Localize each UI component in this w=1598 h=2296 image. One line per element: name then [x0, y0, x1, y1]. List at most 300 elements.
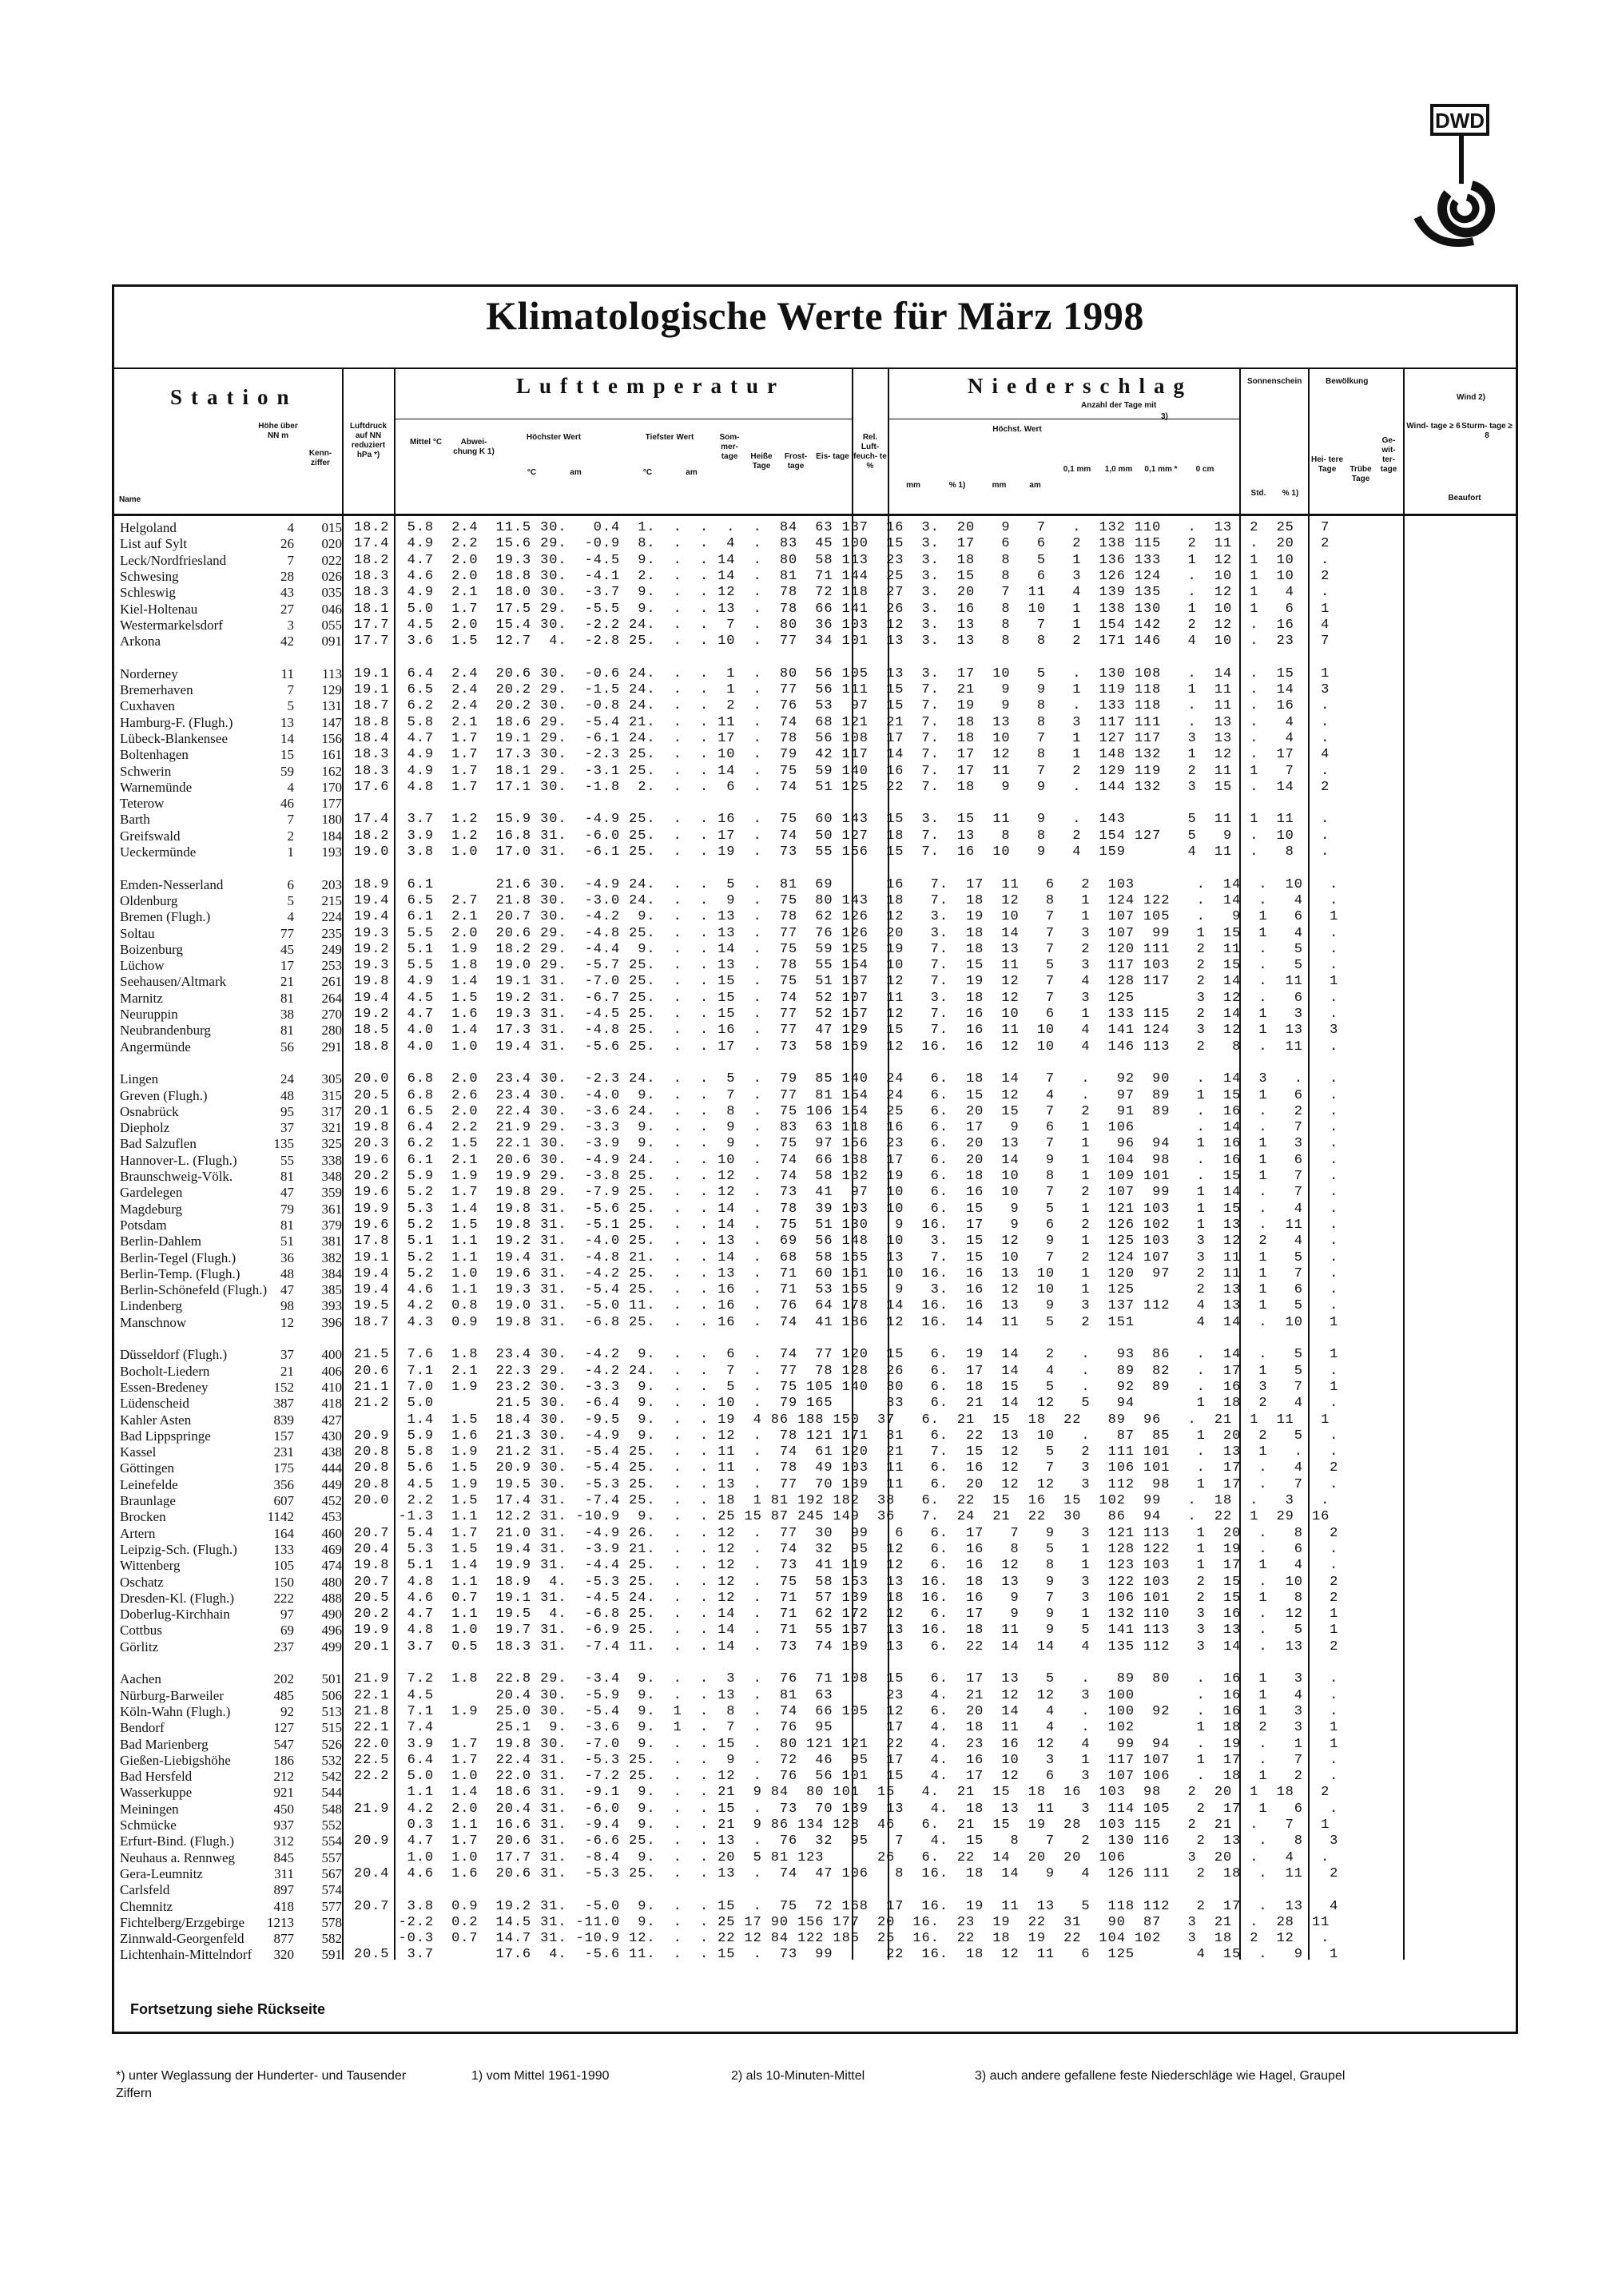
station-values: 20.7 4.8 1.1 18.9 4. -5.3 25. . . 12 . 75 58 153 13 16. 18 13 9 3 122 103 2 15 . 10 2	[354, 1574, 1339, 1590]
header-heisse-tage: Heiße Tage	[750, 452, 773, 471]
station-kennziffer: 474	[321, 1558, 342, 1574]
station-values: 20.4 5.3 1.5 19.4 31. -3.9 21. . . 12 . 74 32 95 12 6. 16 8 5 1 128 122 1 19 . 6 .	[354, 1541, 1339, 1557]
station-kennziffer: 488	[321, 1590, 342, 1606]
header-tiefster-c: °C	[642, 468, 653, 477]
station-kennziffer: 022	[321, 552, 342, 568]
header-tage-schnee: 0 cm	[1195, 465, 1214, 474]
station-hoehe: 897	[273, 1882, 294, 1898]
station-kennziffer: 224	[321, 909, 342, 925]
station-name: Bad Lippspringe	[120, 1428, 211, 1444]
station-hoehe: 387	[273, 1396, 294, 1412]
station-hoehe: 450	[273, 1801, 294, 1817]
header-heitere-tage: Hei- tere Tage	[1311, 455, 1344, 474]
station-kennziffer: 453	[321, 1509, 342, 1525]
station-name: Leinefelde	[120, 1476, 178, 1492]
station-hoehe: 5	[287, 698, 294, 714]
header-hoehe: Höhe über NN m	[258, 422, 298, 440]
station-name: Hannover-L. (Flugh.)	[120, 1152, 237, 1168]
station-name: Norderney	[120, 665, 178, 681]
station-kennziffer: 177	[321, 796, 342, 812]
station-hoehe: 105	[273, 1558, 294, 1574]
station-hoehe: 98	[280, 1298, 294, 1314]
station-hoehe: 43	[280, 585, 294, 601]
station-values: 20.3 6.2 1.5 22.1 30. -3.9 9. . . 9 . 75 97 156 23 6. 20 13 7 1 96 94 1 16 1 3 .	[354, 1136, 1339, 1152]
station-name: Berlin-Tegel (Flugh.)	[120, 1249, 237, 1265]
station-hoehe: 92	[280, 1703, 294, 1719]
station-values: 1.0 1.0 17.7 31. -8.4 9. . . 20 5 81 123 26 6. 22 14 20 20 106 3 20 . 4 .	[354, 1849, 1330, 1865]
station-name: Göttingen	[120, 1460, 174, 1476]
station-values: 22.1 7.4 25.1 9. -3.6 9. 1 . 7 . 76 95 17 4. 18 11 4 . 102 1 18 2 3 1	[354, 1720, 1339, 1736]
station-kennziffer: 393	[321, 1298, 342, 1314]
station-values: 21.5 7.6 1.8 23.4 30. -4.2 9. . . 6 . 74 77 120 15 6. 19 14 2 . 93 86 . 14 . 5 1	[354, 1347, 1339, 1363]
station-values: 19.2 4.7 1.6 19.3 31. -4.5 25. . . 15 . 77 52 157 12 7. 16 10 6 1 133 115 2 14 1 3 .	[354, 1007, 1339, 1022]
station-kennziffer: 113	[322, 665, 342, 681]
header-hoechster-c: °C	[527, 468, 537, 477]
page-title: Klimatologische Werte für März 1998	[486, 293, 1144, 338]
station-hoehe: 37	[280, 1120, 294, 1136]
station-name: Greven (Flugh.)	[120, 1087, 208, 1103]
station-values: 20.5 6.8 2.6 23.4 30. -4.0 9. . . 7 . 77 81 154 24 6. 15 12 4 . 97 89 1 15 1 6 .	[354, 1087, 1339, 1103]
station-name: Leck/Nordfriesland	[120, 552, 227, 568]
station-name: Lüdenscheid	[120, 1396, 189, 1412]
station-hoehe: 47	[280, 1282, 294, 1298]
station-name: Gera-Leumnitz	[120, 1865, 203, 1881]
station-hoehe: 135	[273, 1136, 294, 1152]
station-hoehe: 2	[287, 828, 294, 844]
station-name: Bad Marienberg	[120, 1736, 209, 1752]
station-kennziffer: 026	[321, 568, 342, 584]
station-name: Schmücke	[120, 1817, 177, 1833]
header-gewittertage: Ge- wit- ter- tage	[1380, 436, 1397, 474]
station-kennziffer: 582	[321, 1931, 342, 1947]
header-hoechster: Höchster Wert	[526, 433, 582, 442]
station-name: Carlsfeld	[120, 1882, 170, 1898]
station-name: Bad Hersfeld	[120, 1769, 193, 1785]
station-kennziffer: 348	[321, 1169, 342, 1184]
data-table	[114, 516, 1516, 1963]
station-values: 18.9 6.1 21.6 30. -4.9 24. . . 5 . 81 69 16 7. 17 11 6 2 103 . 14 . 10 .	[354, 876, 1339, 892]
station-kennziffer: 129	[321, 682, 342, 697]
station-kennziffer: 253	[321, 958, 342, 974]
station-values: 19.4 6.5 2.7 21.8 30. -3.0 24. . . 9 . 75 80 143 18 7. 18 12 8 1 124 122 . 14 . 4 .	[354, 892, 1339, 908]
station-kennziffer: 499	[321, 1639, 342, 1654]
station-name: Kiel-Holtenau	[120, 601, 198, 617]
station-name: Potsdam	[120, 1217, 167, 1233]
station-hoehe: 97	[280, 1607, 294, 1623]
station-name: Meiningen	[120, 1801, 179, 1817]
header-frosttage: Frost- tage	[784, 452, 808, 471]
station-kennziffer: 359	[321, 1185, 342, 1201]
station-values: 19.6 5.2 1.7 19.8 29. -7.9 25. . . 12 . 73 41 97 10 6. 16 10 7 2 107 99 1 14 . 7 .	[354, 1185, 1339, 1201]
station-hoehe: 607	[273, 1493, 294, 1508]
header-tiefster-am: am	[686, 468, 698, 477]
station-values: 20.0 6.8 2.0 23.4 30. -2.3 24. . . 5 . 79 85 140 24 6. 18 14 7 . 92 90 . 14 3 . .	[354, 1071, 1339, 1087]
station-name: Boizenburg	[120, 941, 184, 957]
station-hoehe: 4	[287, 779, 294, 795]
header-niederschlag-pct: % 1)	[948, 481, 966, 490]
station-kennziffer: 315	[321, 1087, 342, 1103]
station-hoehe: 1213	[267, 1914, 294, 1930]
station-hoehe: 877	[273, 1931, 294, 1947]
station-hoehe: 36	[280, 1249, 294, 1265]
station-hoehe: 14	[280, 730, 294, 746]
station-hoehe: 150	[273, 1574, 294, 1590]
header-sturmtage: Sturm- tage ≥ 8	[1461, 422, 1513, 440]
station-values: 19.0 3.8 1.0 17.0 31. -6.1 25. . . 19 . 73 55 156 15 7. 16 10 9 4 159 4 11 . 8 .	[354, 844, 1330, 860]
station-name: Wasserkuppe	[120, 1785, 193, 1801]
station-values: 18.7 4.3 0.9 19.8 31. -6.8 25. . . 16 . 74 41 186 12 16. 14 11 5 2 151 4 14 . 10 1	[354, 1314, 1339, 1330]
station-name: Bremen (Flugh.)	[120, 909, 211, 925]
station-values: 19.1 6.5 2.4 20.2 29. -1.5 24. . . 1 . 77 56 111 15 7. 21 9 9 1 119 118 1 11 . 14 3	[354, 682, 1330, 697]
station-name: Lichtenhain-Mittelndorf	[120, 1947, 252, 1963]
continuation-note: Fortsetzung siehe Rückseite	[130, 2001, 326, 2017]
station-values: 22.5 6.4 1.7 22.4 31. -5.3 25. . . 9 . 72 46 95 17 4. 16 10 3 1 117 107 1 17 . 7 .	[354, 1752, 1339, 1768]
station-name: Arkona	[120, 634, 161, 649]
station-hoehe: 56	[280, 1039, 294, 1055]
station-values: 18.8 5.8 2.1 18.6 29. -5.4 21. . . 11 . 74 68 121 21 7. 18 13 8 3 117 111 . 13 . 4 .	[354, 714, 1330, 730]
station-values: 20.6 7.1 2.1 22.3 29. -4.2 24. . . 7 . 77 78 128 26 6. 17 14 4 . 89 82 . 17 1 5 .	[354, 1363, 1339, 1379]
station-values: 19.4 6.1 2.1 20.7 30. -4.2 9. . . 13 . 78 62 126 12 3. 19 10 7 1 107 105 . 9 1 6 1	[354, 909, 1339, 925]
station-hoehe: 4	[287, 520, 294, 535]
station-hoehe: 212	[273, 1769, 294, 1785]
station-name: Cuxhaven	[120, 698, 175, 714]
station-kennziffer: 020	[321, 536, 342, 552]
station-hoehe: 81	[280, 1217, 294, 1233]
station-name: Kassel	[120, 1444, 157, 1460]
station-name: Neubrandenburg	[120, 1023, 211, 1039]
station-hoehe: 186	[273, 1752, 294, 1768]
station-values: 18.3 4.9 2.1 18.0 30. -3.7 9. . . 12 . 78 72 118 27 3. 20 7 11 4 139 135 . 12 1 4 .	[354, 585, 1330, 601]
dwd-logo-icon	[1400, 97, 1496, 257]
station-name: Osnabrück	[120, 1103, 179, 1119]
station-hoehe: 845	[273, 1849, 294, 1865]
station-values: 19.4 5.2 1.0 19.6 31. -4.2 25. . . 13 . 71 60 161 10 16. 16 13 10 1 120 97 2 11 1 7 .	[354, 1265, 1339, 1281]
station-values: 21.9 7.2 1.8 22.8 29. -3.4 9. . . 3 . 76 71 108 15 6. 17 13 5 . 89 80 . 16 1 3 .	[354, 1671, 1339, 1687]
footnote-2: 1) vom Mittel 1961-1990	[471, 2069, 610, 2083]
header-kennziffer: Kenn- ziffer	[308, 449, 332, 467]
station-kennziffer: 215	[321, 892, 342, 908]
station-values: 18.3 4.9 1.7 17.3 30. -2.3 25. . . 10 . 79 42 117 14 7. 17 12 8 1 148 132 1 12 . 17 4	[354, 747, 1330, 763]
station-kennziffer: 449	[321, 1476, 342, 1492]
station-name: Gießen-Liebigshöhe	[120, 1752, 231, 1768]
station-name: Westermarkelsdorf	[120, 617, 223, 633]
station-kennziffer: 506	[321, 1687, 342, 1703]
station-hoehe: 26	[280, 536, 294, 552]
station-hoehe: 231	[273, 1444, 294, 1460]
station-values: 22.1 4.5 20.4 30. -5.9 9. . . 13 . 81 63 23 4. 21 12 12 3 100 . 16 1 4 .	[354, 1687, 1339, 1703]
station-hoehe: 921	[273, 1785, 294, 1801]
station-values: 20.2 4.7 1.1 19.5 4. -6.8 25. . . 14 . 71 62 172 12 6. 17 9 9 1 132 110 3 16 . 12 1	[354, 1607, 1339, 1623]
station-values: 19.9 4.8 1.0 19.7 31. -6.9 25. . . 14 . 71 55 137 13 16. 18 11 9 5 141 113 3 13 . 5 1	[354, 1623, 1339, 1639]
station-kennziffer: 270	[321, 1007, 342, 1022]
station-name: Oschatz	[120, 1574, 164, 1590]
station-name: Neuruppin	[120, 1007, 178, 1022]
station-hoehe: 164	[273, 1525, 294, 1541]
station-values: 19.8 6.4 2.2 21.9 29. -3.3 9. . . 9 . 83 63 118 16 6. 17 9 6 1 106 . 14 . 7 .	[354, 1120, 1339, 1136]
station-kennziffer: 578	[321, 1914, 342, 1930]
station-kennziffer: 379	[321, 1217, 342, 1233]
station-name: Gardelegen	[120, 1185, 183, 1201]
station-kennziffer: 469	[321, 1541, 342, 1557]
station-name: Hamburg-F. (Flugh.)	[120, 714, 233, 730]
station-kennziffer: 203	[321, 876, 342, 892]
station-values: 18.7 6.2 2.4 20.2 30. -0.8 24. . . 2 . 76 53 97 15 7. 19 9 8 . 133 118 . 11 . 16 .	[354, 698, 1330, 714]
header-std: Std.	[1250, 489, 1266, 498]
station-values: 20.8 5.6 1.5 20.9 30. -5.4 25. . . 11 . 78 49 103 11 6. 16 12 7 3 106 101 . 17 . 4 2	[354, 1460, 1339, 1476]
station-name: Bremerhaven	[120, 682, 193, 697]
station-name: Bendorf	[120, 1720, 165, 1736]
station-hoehe: 45	[280, 941, 294, 957]
station-kennziffer: 501	[321, 1671, 342, 1687]
station-hoehe: 69	[280, 1623, 294, 1639]
header-sonne-pct: % 1)	[1282, 489, 1299, 498]
station-hoehe: 27	[280, 601, 294, 617]
station-hoehe: 81	[280, 1169, 294, 1184]
station-kennziffer: 035	[321, 585, 342, 601]
station-name: Zinnwald-Georgenfeld	[120, 1931, 244, 1947]
station-kennziffer: 396	[321, 1314, 342, 1330]
station-kennziffer: 180	[321, 812, 342, 828]
station-kennziffer: 184	[321, 828, 342, 844]
station-values: 20.8 4.5 1.9 19.5 30. -5.3 25. . . 13 . 77 70 139 11 6. 20 12 12 3 112 98 1 17 . 7 .	[354, 1476, 1339, 1492]
station-kennziffer: 591	[321, 1947, 342, 1963]
station-hoehe: 5	[287, 892, 294, 908]
station-hoehe: 937	[273, 1817, 294, 1833]
station-values: 19.4 4.5 1.5 19.2 31. -6.7 25. . . 15 . 74 52 107 11 3. 18 12 7 3 125 3 12 . 6 .	[354, 990, 1339, 1006]
station-kennziffer: 338	[321, 1152, 342, 1168]
station-name: Lübeck-Blankensee	[120, 730, 228, 746]
station-hoehe: 59	[280, 763, 294, 779]
station-kennziffer: 046	[321, 601, 342, 617]
station-kennziffer: 381	[321, 1233, 342, 1249]
station-hoehe: 38	[280, 1007, 294, 1022]
station-kennziffer: 574	[321, 1882, 342, 1898]
station-values: 20.2 5.9 1.9 19.9 29. -3.8 25. . . 12 . 74 58 132 19 6. 18 10 8 1 109 101 . 15 1 7 .	[354, 1169, 1339, 1184]
station-values: -2.2 0.2 14.5 31. -11.0 9. . . 25 17 90 156 177 20 16. 23 19 22 31 90 87 3 21 . 28 11	[354, 1914, 1330, 1930]
station-name: Lindenberg	[120, 1298, 183, 1314]
station-name: Bad Salzuflen	[120, 1136, 197, 1152]
station-kennziffer: 305	[321, 1071, 342, 1087]
station-kennziffer: 542	[321, 1769, 342, 1785]
station-kennziffer: 361	[321, 1201, 342, 1217]
station-hoehe: 48	[280, 1087, 294, 1103]
station-kennziffer: 526	[321, 1736, 342, 1752]
station-name: Angermünde	[120, 1039, 191, 1055]
station-hoehe: 13	[280, 714, 294, 730]
station-values: 19.8 4.9 1.4 19.1 31. -7.0 25. . . 15 . 75 51 137 12 7. 19 12 7 4 128 117 2 14 . 11 1	[354, 974, 1339, 990]
station-values: 18.3 4.6 2.0 18.8 30. -4.1 2. . . 14 . 81 71 144 25 3. 15 8 6 3 126 124 . 10 1 10 2	[354, 568, 1330, 584]
group-anzahl-note: 3)	[1161, 412, 1168, 421]
station-values: 17.7 4.5 2.0 15.4 30. -2.2 24. . . 7 . 80 36 103 12 3. 13 8 7 1 154 142 2 12 . 16 4	[354, 617, 1330, 633]
station-values: 22.0 3.9 1.7 19.8 30. -7.0 9. . . 15 . 80 121 121 22 4. 23 16 12 4 99 94 . 19 . 1 1	[354, 1736, 1339, 1752]
station-hoehe: 17	[280, 958, 294, 974]
station-name: Marnitz	[120, 990, 163, 1006]
station-values: 21.9 4.2 2.0 20.4 31. -6.0 9. . . 15 . 73 70 139 13 4. 18 13 11 3 114 105 2 17 1 6 .	[354, 1801, 1339, 1817]
station-hoehe: 311	[274, 1865, 294, 1881]
station-hoehe: 15	[280, 747, 294, 763]
station-kennziffer: 427	[321, 1412, 342, 1428]
group-station: Station	[170, 385, 298, 409]
station-kennziffer: 418	[321, 1396, 342, 1412]
station-hoehe: 133	[273, 1541, 294, 1557]
station-name: Neuhaus a. Rennweg	[120, 1849, 235, 1865]
header-eistage: Eis- tage	[816, 452, 849, 461]
station-name: Fichtelberg/Erzgebirge	[120, 1914, 245, 1930]
header-rel-feuchte: Rel. Luft- feuch- te %	[853, 433, 887, 471]
station-values: 20.1 6.5 2.0 22.4 30. -3.6 24. . . 8 . 75 106 154 25 6. 20 15 7 2 91 89 . 16 . 2 .	[354, 1103, 1339, 1119]
station-hoehe: 77	[280, 925, 294, 941]
station-kennziffer: 567	[321, 1865, 342, 1881]
station-values: 18.2 3.9 1.2 16.8 31. -6.0 25. . . 17 . 74 50 127 18 7. 13 8 8 2 154 127 5 9 . 10 .	[354, 828, 1330, 844]
dwd-logo	[1400, 97, 1496, 257]
station-hoehe: 95	[280, 1103, 294, 1119]
station-name: List auf Sylt	[120, 536, 188, 552]
station-name: Ueckermünde	[120, 844, 197, 860]
group-bewoelkung: Bewölkung	[1326, 377, 1369, 386]
header-truebe-tage: Trübe Tage	[1350, 465, 1372, 483]
station-values: 19.5 4.2 0.8 19.0 31. -5.0 11. . . 16 . 76 64 178 14 16. 16 13 9 3 137 112 4 13 1 5 .	[354, 1298, 1339, 1314]
station-hoehe: 222	[273, 1590, 294, 1606]
station-kennziffer: 385	[321, 1282, 342, 1298]
station-kennziffer: 156	[321, 730, 342, 746]
station-kennziffer: 291	[321, 1039, 342, 1055]
station-values: 19.4 4.6 1.1 19.3 31. -5.4 25. . . 16 . 71 53 165 9 3. 16 12 10 1 125 2 13 1 6 .	[354, 1282, 1339, 1298]
station-hoehe: 37	[280, 1347, 294, 1363]
station-values: 0.3 1.1 16.6 31. -9.4 9. . . 21 9 86 134 128 46 6. 21 15 19 28 103 115 2 21 . 7 1	[354, 1817, 1330, 1833]
station-kennziffer: 280	[321, 1023, 342, 1039]
station-name: Wittenberg	[120, 1558, 181, 1574]
station-name: Bocholt-Liedern	[120, 1363, 210, 1379]
station-values: -1.3 1.1 12.2 31. -10.9 9. . . 25 15 87 245 149 36 7. 24 21 22 30 86 94 . 22 1 29 16	[354, 1509, 1330, 1525]
station-hoehe: 418	[273, 1898, 294, 1914]
header-mittel: Mittel °C	[409, 438, 443, 447]
station-name: Kahler Asten	[120, 1412, 192, 1428]
station-name: Oldenburg	[120, 892, 178, 908]
station-hoehe: 4	[287, 909, 294, 925]
station-kennziffer: 406	[321, 1363, 342, 1379]
header-tiefster: Tiefster Wert	[645, 433, 694, 442]
station-kennziffer: 161	[321, 747, 342, 763]
station-name: Teterow	[120, 796, 165, 812]
station-hoehe: 81	[280, 990, 294, 1006]
station-name: Magdeburg	[120, 1201, 183, 1217]
footnote-4: 3) auch andere gefallene feste Niederschläge wie Hagel, Graupel	[975, 2069, 1346, 2083]
station-values: 19.3 5.5 2.0 20.6 29. -4.8 25. . . 13 . 77 76 126 20 3. 18 14 7 3 107 99 1 15 1 4 .	[354, 925, 1339, 941]
station-values: 20.9 4.7 1.7 20.6 31. -6.6 25. . . 13 . 76 32 95 7 4. 15 8 7 2 130 116 2 13 . 8 3	[354, 1833, 1339, 1849]
station-name: Berlin-Schönefeld (Flugh.)	[120, 1282, 268, 1298]
station-kennziffer: 015	[321, 520, 342, 535]
station-values: 20.5 4.6 0.7 19.1 31. -4.5 24. . . 12 . 71 57 139 18 16. 16 9 7 3 106 101 2 15 1 8 2	[354, 1590, 1339, 1606]
station-name: Essen-Bredeney	[120, 1379, 209, 1395]
header-tage-01: 0,1 mm	[1063, 465, 1091, 474]
station-values: 20.1 3.7 0.5 18.3 31. -7.4 11. . . 14 . 73 74 189 13 6. 22 14 14 4 135 112 3 14 . 13 2	[354, 1639, 1339, 1654]
station-hoehe: 127	[273, 1720, 294, 1736]
header-tage-10: 1,0 mm	[1104, 465, 1133, 474]
station-hoehe: 312	[273, 1833, 294, 1849]
footnote-3: 2) als 10-Minuten-Mittel	[731, 2069, 865, 2083]
station-hoehe: 7	[287, 812, 294, 828]
group-anzahl-tage: Anzahl der Tage mit	[1081, 401, 1157, 410]
station-values: 18.3 4.9 1.7 18.1 29. -3.1 25. . . 14 . 75 59 140 16 7. 17 11 7 2 129 119 2 11 1 7 .	[354, 763, 1330, 779]
station-name: Warnemünde	[120, 779, 193, 795]
station-kennziffer: 444	[321, 1460, 342, 1476]
station-kennziffer: 235	[321, 925, 342, 941]
station-kennziffer: 162	[321, 763, 342, 779]
station-hoehe: 485	[273, 1687, 294, 1703]
station-name: Nürburg-Barweiler	[120, 1687, 224, 1703]
station-hoehe: 152	[273, 1379, 294, 1395]
station-hoehe: 3	[287, 617, 294, 633]
station-kennziffer: 554	[321, 1833, 342, 1849]
station-name: Dresden-Kl. (Flugh.)	[120, 1590, 235, 1606]
station-name: Görlitz	[120, 1639, 159, 1654]
station-values: 18.8 4.0 1.0 19.4 31. -5.6 25. . . 17 . 73 58 169 12 16. 16 12 10 4 146 113 2 8 . 11 .	[354, 1039, 1339, 1055]
header-hw-am: am	[1029, 481, 1041, 490]
station-kennziffer: 577	[321, 1898, 342, 1914]
station-values: 19.1 6.4 2.4 20.6 30. -0.6 24. . . 1 . 80 56 105 13 3. 17 10 5 . 130 108 . 14 . 15 1	[354, 665, 1330, 681]
station-hoehe: 547	[273, 1736, 294, 1752]
station-name: Barth	[120, 812, 150, 828]
station-hoehe: 21	[280, 1363, 294, 1379]
station-values: 19.1 5.2 1.1 19.4 31. -4.8 21. . . 14 . 68 58 165 13 7. 15 10 7 2 124 107 3 11 1 5 .	[354, 1249, 1339, 1265]
station-values: -0.3 0.7 14.7 31. -10.9 12. . . 22 12 84 122 185 25 16. 22 18 19 22 104 102 3 18 2 12 .	[354, 1931, 1330, 1947]
station-name: Braunlage	[120, 1493, 176, 1508]
station-hoehe: 48	[280, 1265, 294, 1281]
station-values: 17.6 4.8 1.7 17.1 30. -1.8 2. . . 6 . 74 51 125 22 7. 18 9 9 . 144 132 3 15 . 14 2	[354, 779, 1330, 795]
station-values: 17.8 5.1 1.1 19.2 31. -4.0 25. . . 13 . 69 56 148 10 3. 15 12 9 1 125 103 3 12 2 4 .	[354, 1233, 1339, 1249]
station-name: Düsseldorf (Flugh.)	[120, 1347, 228, 1363]
header-windtage: Wind- tage ≥ 6	[1406, 422, 1461, 431]
station-name: Chemnitz	[120, 1898, 173, 1914]
station-values: 17.4 4.9 2.2 15.6 29. -0.9 8. . . 4 . 83 45 100 15 3. 17 6 6 2 138 115 2 11 . 20 2	[354, 536, 1330, 552]
station-name: Lüchow	[120, 958, 165, 974]
station-values: 21.2 5.0 21.5 30. -6.4 9. . . 10 . 79 165 33 6. 21 14 12 5 94 1 18 2 4 .	[354, 1396, 1339, 1412]
station-values: 19.6 5.2 1.5 19.8 31. -5.1 25. . . 14 . 75 51 130 9 16. 17 9 6 2 126 102 1 13 . 11 .	[354, 1217, 1339, 1233]
station-kennziffer: 544	[321, 1785, 342, 1801]
station-kennziffer: 548	[321, 1801, 342, 1817]
station-values: 21.1 7.0 1.9 23.2 30. -3.3 9. . . 5 . 75 105 140 30 6. 18 15 5 . 92 89 . 16 3 7 1	[354, 1379, 1339, 1395]
header-beaufort: Beaufort	[1448, 494, 1481, 502]
station-values: 18.1 5.0 1.7 17.5 29. -5.5 9. . . 13 . 78 66 141 26 3. 16 8 10 1 138 130 1 10 1 6 1	[354, 601, 1330, 617]
group-sonnenschein: Sonnenschein	[1247, 377, 1302, 386]
station-values: 19.9 5.3 1.4 19.8 31. -5.6 25. . . 14 . 78 39 103 10 6. 15 9 5 1 121 103 1 15 . 4 .	[354, 1201, 1339, 1217]
station-name: Boltenhagen	[120, 747, 189, 763]
station-name: Greifswald	[120, 828, 181, 844]
station-kennziffer: 490	[321, 1607, 342, 1623]
station-kennziffer: 452	[321, 1493, 342, 1508]
station-values: 17.4 3.7 1.2 15.9 30. -4.9 25. . . 16 . 75 60 143 15 3. 15 11 9 . 143 5 11 1 11 .	[354, 812, 1330, 828]
station-name: Diepholz	[120, 1120, 170, 1136]
footnote-1: *) unter Weglassung der Hunderter- und Tausender Ziffern	[116, 2069, 407, 2100]
station-kennziffer: 496	[321, 1623, 342, 1639]
station-kennziffer: 515	[321, 1720, 342, 1736]
station-values: 18.4 4.7 1.7 19.1 29. -6.1 24. . . 17 . 78 56 108 17 7. 18 10 7 1 127 117 3 13 . 4 .	[354, 730, 1330, 746]
station-name: Artern	[120, 1525, 156, 1541]
station-values: 19.6 6.1 2.1 20.6 30. -4.9 24. . . 10 . 74 66 138 17 6. 20 14 9 1 104 98 . 16 1 6 .	[354, 1152, 1339, 1168]
station-values: 17.7 3.6 1.5 12.7 4. -2.8 25. . . 10 . 77 34 101 13 3. 13 8 8 2 171 146 4 10 . 23 7	[354, 634, 1330, 649]
station-values: 1.4 1.5 18.4 30. -9.5 9. . . 19 4 86 188 150 37 6. 21 15 18 22 89 96 . 21 1 11 1	[354, 1412, 1330, 1428]
station-kennziffer: 438	[321, 1444, 342, 1460]
header-hoechst-wert: Höchst. Wert	[992, 425, 1042, 434]
station-values: 20.8 5.8 1.9 21.2 31. -5.4 25. . . 11 . 74 61 120 21 7. 15 12 5 2 111 101 . 13 1 . .	[354, 1444, 1339, 1460]
station-name: Helgoland	[120, 520, 177, 535]
station-kennziffer: 317	[321, 1103, 342, 1119]
station-values: 18.2 4.7 2.0 19.3 30. -4.5 9. . . 14 . 80 58 113 23 3. 18 8 5 1 136 133 1 12 1 10 .	[354, 552, 1330, 568]
station-values: 20.7 5.4 1.7 21.0 31. -4.9 26. . . 12 . 77 30 99 6 6. 17 7 9 3 121 113 1 20 . 8 2	[354, 1525, 1339, 1541]
station-values: 22.2 5.0 1.0 22.0 31. -7.2 25. . . 12 . 76 56 101 15 4. 17 12 6 3 107 106 . 18 1 2 .	[354, 1769, 1339, 1785]
station-kennziffer: 382	[321, 1249, 342, 1265]
station-hoehe: 81	[280, 1023, 294, 1039]
